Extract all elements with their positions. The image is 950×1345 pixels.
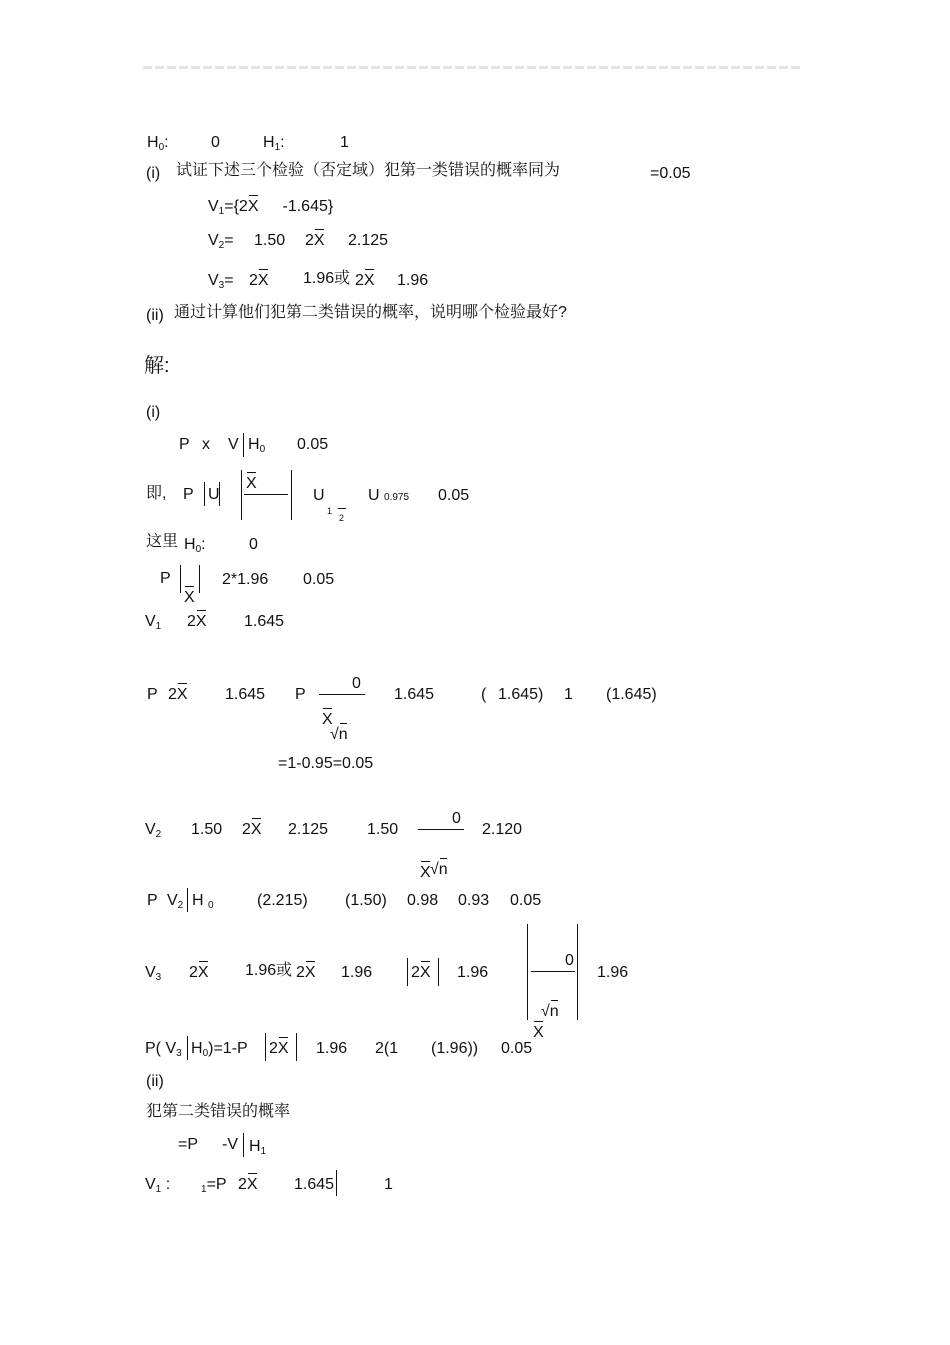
part-ii-text: 通过计算他们犯第二类错误的概率，说明哪个检验最好? [174,304,567,321]
section-i-label: (i) [146,404,161,421]
section-ii-label: (ii) [146,1073,164,1090]
solution-line-7: =1-0.95=0.05 [278,755,374,772]
alpha-value: =0.05 [650,165,691,182]
h0-label: H0: [147,134,169,153]
solution-line-12: 犯第二类错误的概率 [146,1103,291,1120]
solution-line-8: V2 1.50 2X 2.125 1.50 X 0 √n 2.120 [145,810,523,881]
header-rule [143,66,803,69]
part-ii-label: (ii) [146,307,164,324]
h1-value: 1 [340,134,349,151]
solution-line-10: V3 2X 1.96或 2X 1.96 2X 1.96 X 0 √n 1.96 [0,72,950,90]
part-i-text: 试证下述三个检验（否定域）犯第一类错误的概率同为 [176,162,561,179]
solution-line-6: P 2X 1.645 P X 0 √n 1.645 ( 1.645) 1 (1.645) [147,675,657,743]
solution-line-4: P X 2*1.96 0.05 [0,18,950,36]
solution-heading: 解: [144,355,170,377]
h1-label: H1: [263,134,285,153]
solution-line-2: 即, P U X U 1 2 U 0.975 0.05 [0,0,950,18]
part-i-label: (i) [146,165,161,182]
v1-definition: V1={2X -1.645} [208,198,334,217]
h0-value: 0 [211,134,220,151]
